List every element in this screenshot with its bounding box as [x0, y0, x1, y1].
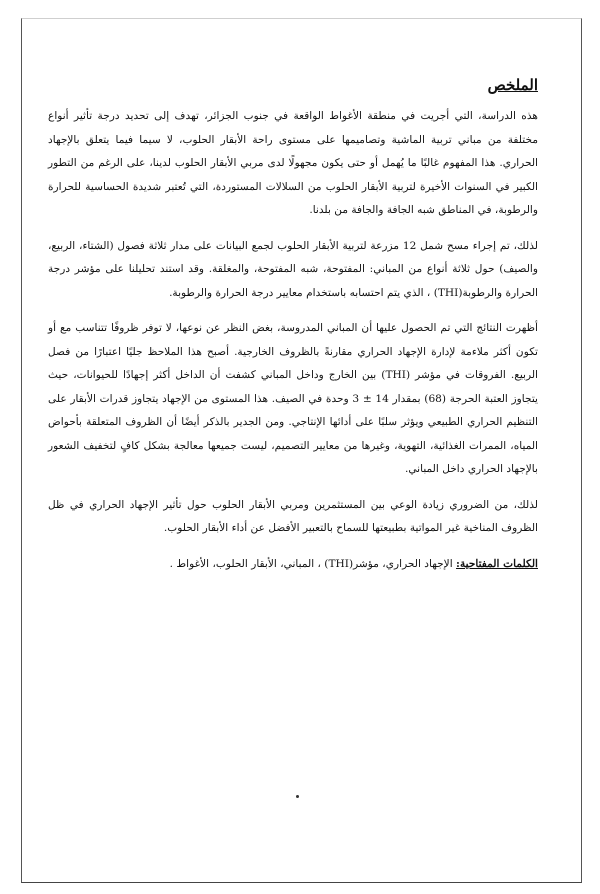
abstract-paragraph-4: لذلك، من الضروري زيادة الوعي بين المستثمرين ومربي الأبقار الحلوب حول تأثير الإجهاد الحراري في ظل الظروف المناخية غير المواتية بطبيعتها للسماح بالتعبير الأفضل عن أداء الأبقار الحلوب.: [48, 498, 538, 534]
abstract-paragraph-1: هذه الدراسة، التي أجريت في منطقة الأغواط الواقعة في جنوب الجزائر، تهدف إلى تحديد درجة تأثير أنواع مختلفة من مباني تربية الماشية وتصاميمها على مستوى راحة الأبقار الحلوب، لا سيما فيما يتعلق بالإجهاد الحراري. هذا المفهوم غالبًا ما يُهمل أو حتى يكون مجهولًا لدى مربي الأبقار الحلوب لدينا، على الرغم من التطور الكبير في السنوات الأخيرة لتربية الأبقار الحلوب من السلالات المستوردة، التي تُعتبر شديدة الحساسية للحرارة والرطوبة، في المناطق شبه الجافة والجافة من بلدنا.: [48, 110, 538, 216]
scan-speck: [296, 795, 299, 798]
keywords-line: [48, 553, 538, 575]
abstract-paragraph-2: لذلك، تم إجراء مسح شمل 12 مزرعة لتربية الأبقار الحلوب لجمع البيانات على مدار ثلاثة فصول (الشتاء، الربيع، والصيف) حول ثلاثة أنواع من المباني: المفتوحة، شبه المفتوحة، والمغلقة. وقد استند تحليلنا على مؤشر درجة الحرارة والرطوبة(THI) ، الذي يتم احتسابه باستخدام معايير درجة الحرارة والرطوبة.: [48, 239, 538, 299]
abstract-section: [48, 75, 538, 575]
abstract-title: الملخص: [487, 76, 538, 94]
keywords-label: الكلمات المفتاحية:: [456, 557, 538, 570]
abstract-paragraph-3: أظهرت النتائج التي تم الحصول عليها أن المباني المدروسة، بغض النظر عن نوعها، لا توفر ظروفًا تتناسب مع أو تكون أكثر ملاءمة لإدارة الإجهاد الحراري مقارنةً بالظروف الخارجية. أصبح هذا الملاحظ جليًا اعتبارًا من فصل الربيع. الفروقات في مؤشر (THI) بين الخارج وداخل المباني كشفت أن الداخل أكثر إجهادًا للحيوانات، حيث يتجاوز العتبة الحرجة (68) بمقدار 14 ± 3 وحدة في الصيف. هذا المستوى من الإجهاد يتجاوز قدرات الأبقار على التنظيم الحراري الطبيعي ويؤثر سلبًا على أدائها الإنتاجي. ومن الجدير بالذكر أيضًا أن الظروف المتعلقة بأحواض المياه، الممرات الغذائية، التهوية، وغيرها من معايير التصميم، ليست جميعها معالجة بشكل كافٍ لتخفيف الشعور بالإجهاد الحراري داخل المباني.: [48, 322, 539, 475]
keywords-text: الإجهاد الحراري، مؤشر(THI) ، المباني، الأبقار الحلوب، الأغواط .: [169, 557, 457, 570]
